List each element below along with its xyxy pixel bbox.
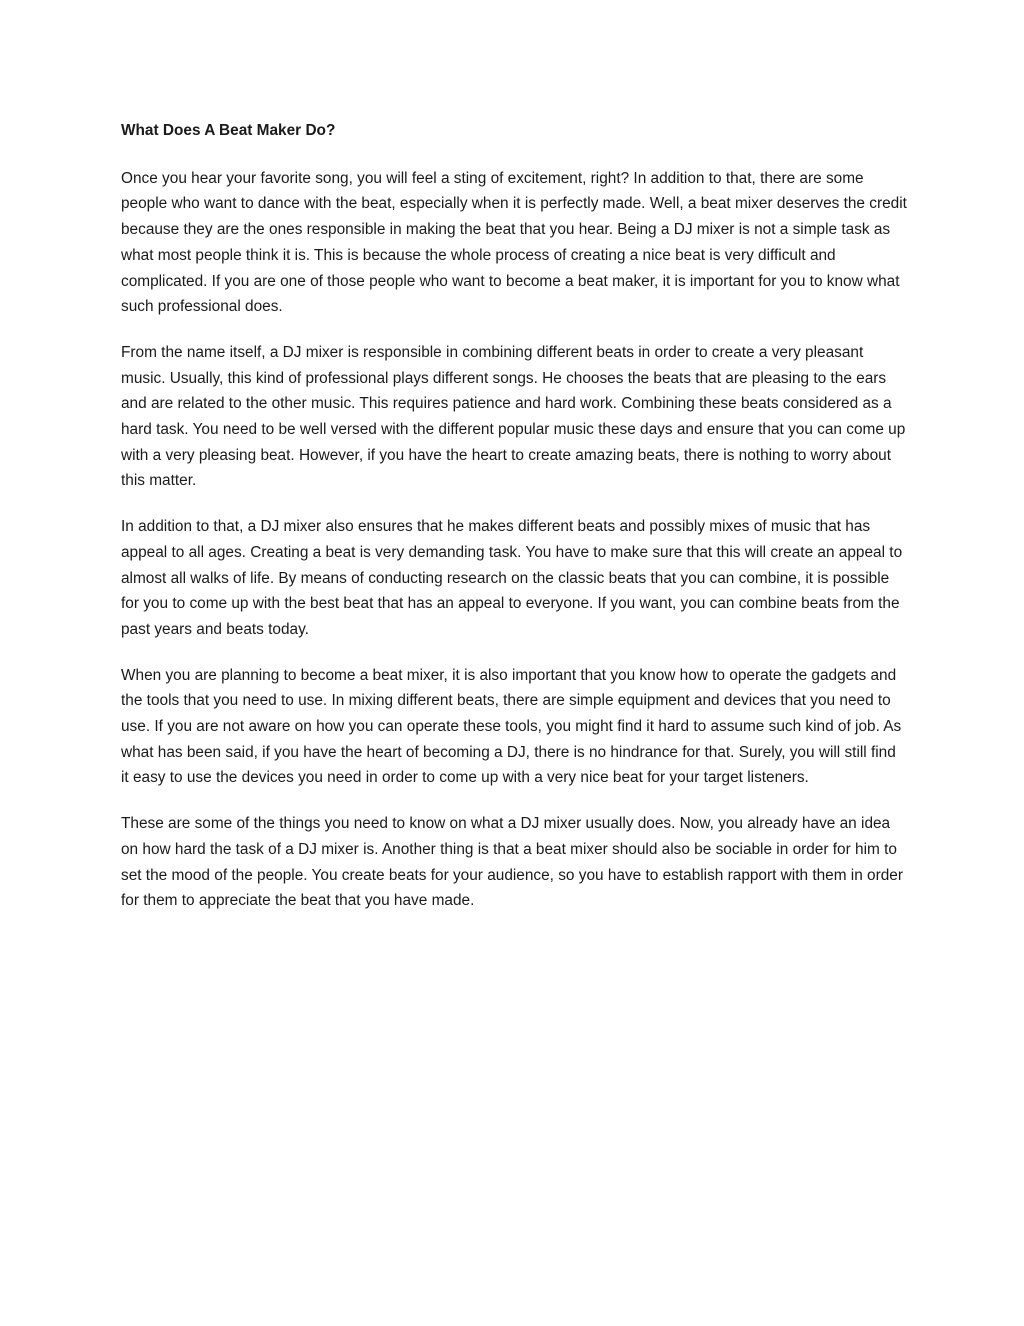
document-body [121,118,907,934]
paragraph-1: Once you hear your favorite song, you will feel a sting of excitement, right? In addition to that, there are some people who want to dance with the beat, especially when it is perfectly made. Well, a beat mixer deserves the credit because they are the ones responsible in making the beat that you hear. Being a DJ mixer is not a simple task as what most people think it is. This is because the whole process of creating a nice beat is very difficult and complicated. If you are one of those people who want to become a beat maker, it is important for you to know what such professional does. [121,169,907,316]
paragraph-3: In addition to that, a DJ mixer also ensures that he makes different beats and possibly mixes of music that has appeal to all ages. Creating a beat is very demanding task. You have to make sure that this will create an appeal to almost all walks of life. By means of conducting research on the classic beats that you can combine, it is possible for you to come up with the best beat that has an appeal to everyone. If you want, you can combine beats from the past years and beats today. [121,518,903,638]
paragraph-2: From the name itself, a DJ mixer is responsible in combining different beats in order to create a very pleasant music. Usually, this kind of professional plays different songs. He chooses the beats that are pleasing to the ears and are related to the other music. This requires patience and hard work. Combining these beats considered as a hard task. You need to be well versed with the different popular music these days and ensure that you can come up with a very pleasing beat. However, if you have the heart to create amazing beats, there is nothing to worry about this matter. [121,343,906,490]
document-title: What Does A Beat Maker Do? [121,122,336,139]
paragraph-4: When you are planning to become a beat mixer, it is also important that you know how to operate the gadgets and the tools that you need to use. In mixing different beats, there are simple equipment and devices that you need to use. If you are not aware on how you can operate these tools, you might find it hard to assume such kind of job. As what has been said, if you have the heart of becoming a DJ, there is no hindrance for that. Surely, you will still find it easy to use the devices you need in order to come up with a very nice beat for your target listeners. [121,666,902,787]
paragraph-5: These are some of the things you need to know on what a DJ mixer usually does. Now, you already have an idea on how hard the task of a DJ mixer is. Another thing is that a beat mixer should also be sociable in order for him to set the mood of the people. You create beats for your audience, so you have to establish rapport with them in order for them to appreciate the beat that you have made. [121,815,903,910]
